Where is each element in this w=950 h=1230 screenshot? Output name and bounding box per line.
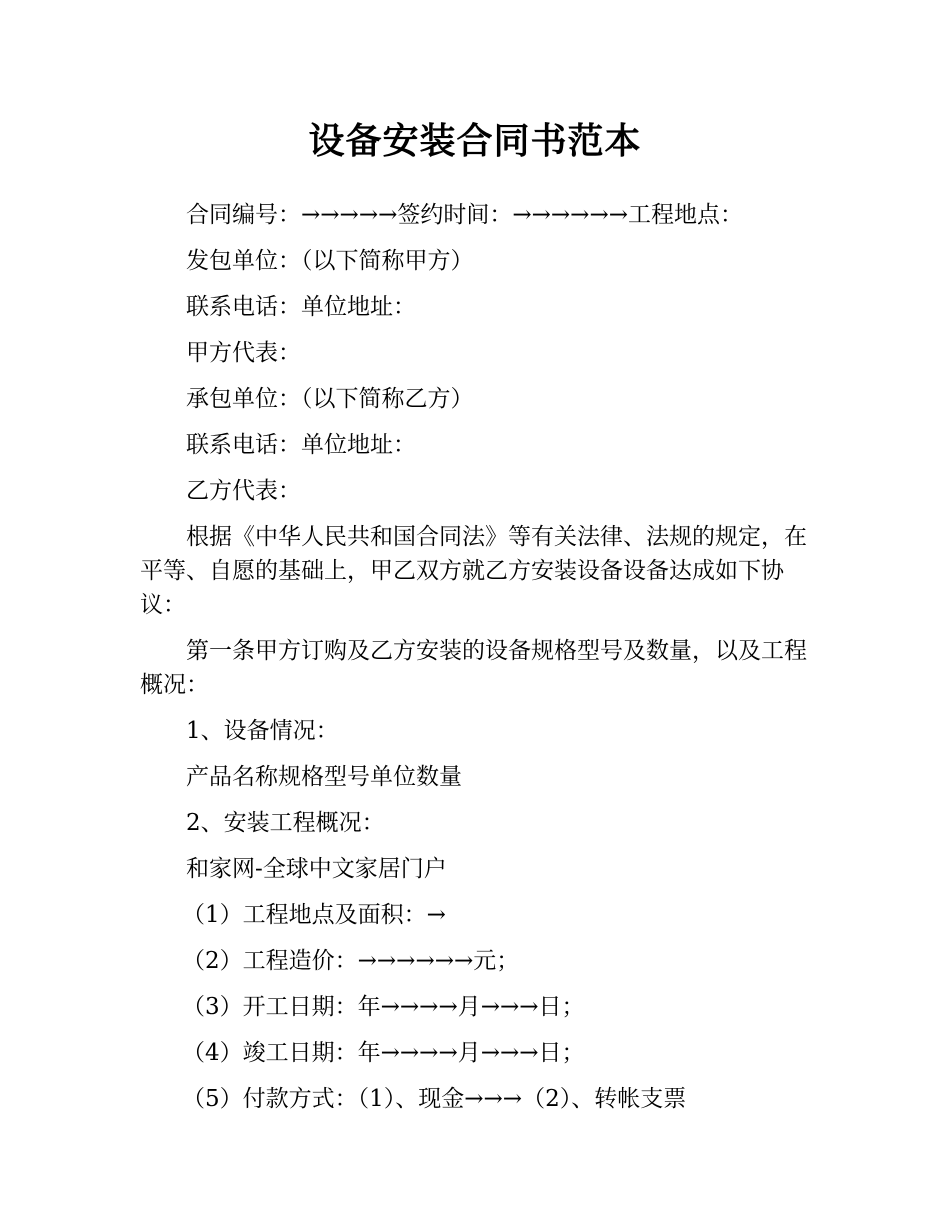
project-overview-heading: 2、安装工程概况： [186,810,385,836]
article-one-paragraph: 第一条甲方订购及乙方安装的设备规格型号及数量，以及工程概况： [140,638,807,698]
project-cost-item: （2）工程造价：→→→→→→元； [182,948,520,974]
document-body [140,198,820,1128]
contractor-contact-line: 联系电话：单位地址： [186,432,416,458]
start-date-item: （3）开工日期：年→→→→月→→→日； [182,994,585,1020]
equipment-columns-line: 产品名称规格型号单位数量 [186,764,462,790]
payment-method-item: （5）付款方式：（1）、现金→→→（2）、转帐支票 [182,1086,687,1112]
contractor-representative-line: 乙方代表： [186,478,301,504]
equipment-heading: 1、设备情况： [186,718,339,744]
employer-representative-line: 甲方代表： [186,340,301,366]
document-title: 设备安装合同书范本 [308,121,642,162]
project-location-item: （1）工程地点及面积：→ [182,902,446,928]
contract-number-line: 合同编号：→→→→→签约时间：→→→→→→工程地点： [186,202,743,228]
employer-unit-line: 发包单位：（以下简称甲方） [186,248,474,274]
completion-date-item: （4）竣工日期：年→→→→月→→→日； [182,1040,585,1066]
preamble-paragraph: 根据《中华人民共和国合同法》等有关法律、法规的规定，在平等、自愿的基础上，甲乙双方就乙方安装设备设备达成如下协议： [140,524,807,618]
employer-contact-line: 联系电话：单位地址： [186,294,416,320]
site-watermark-line: 和家网-全球中文家居门户 [186,856,447,882]
contractor-unit-line: 承包单位：（以下简称乙方） [186,386,474,412]
